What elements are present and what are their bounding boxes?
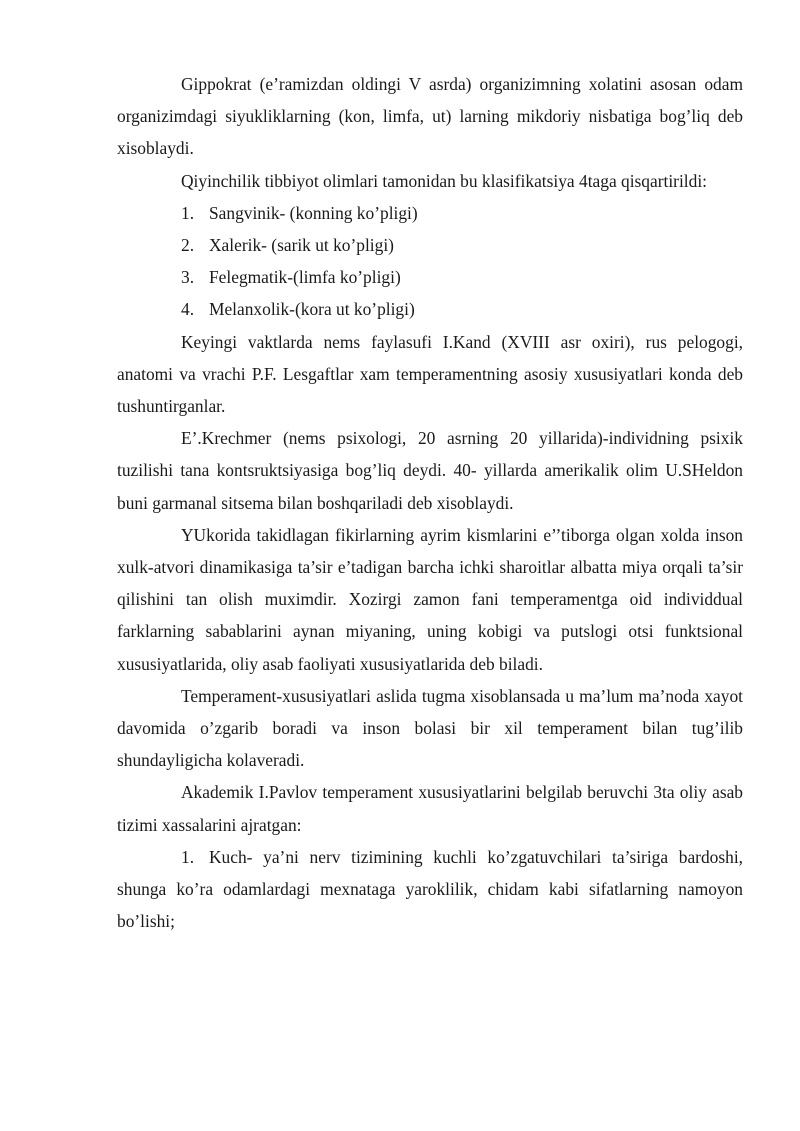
list-number: 2. — [181, 235, 195, 256]
paragraph-pavlov: Akademik I.Pavlov temperament xususiyatlarini belgilab beruvchi 3ta oliy asab tizimi xassalarini ajratgan: — [117, 782, 743, 835]
list-item — [117, 197, 743, 229]
list-number: 1. — [181, 846, 195, 867]
list-number: 1. — [181, 202, 195, 223]
list-number: 3. — [181, 267, 195, 288]
list-item — [117, 293, 743, 325]
temperament-list — [117, 197, 743, 326]
list-text: Melanxolik-(kora ut ko’pligi) — [209, 299, 415, 320]
list-text: Felegmatik-(limfa ko’pligi) — [209, 267, 401, 288]
pavlov-list-item — [117, 841, 743, 938]
paragraph-gippokrat: Gippokrat (e’ramizdan oldingi V asrda) organizimning xolatini asosan odam organizimdagi siyukliklarning (kon, limfa, ut) larning mikdoriy nisbatiga bog’liq deb xisoblaydi. — [117, 74, 743, 159]
list-text: Xalerik- (sarik ut ko’pligi) — [209, 235, 394, 256]
paragraph-kand-lesgaft: Keyingi vaktlarda nems faylasufi I.Kand (XVIII asr oxiri), rus pelogogi, anatomi va vrachi P.F. Lesgaftlar xam temperamentning asosiy xususiyatlari konda deb tushuntirganlar. — [117, 331, 743, 417]
document-page — [117, 68, 743, 937]
paragraph-brain: YUkorida takidlagan fikirlarning ayrim kismlarini e’’tiborga olgan xolda inson xulk-atvori dinamikasiga ta’sir e’tadigan barcha ichki sharoitlar albatta miya orqali ta’sir qilishini tan olish muximdir. Xozirgi zamon fani temperamentga oid individdual farklarning sabablarini aynan miyaning, uning kobigi va putslogi otsi funktsional xususiyatlarida, oliy asab faoliyati xususiyatlarida deb biladi. — [117, 524, 743, 674]
paragraph-classification: Qiyinchilik tibbiyot olimlari tamonidan bu klasifikatsiya 4taga qisqartirildi: — [181, 170, 707, 191]
list-text: Sangvinik- (konning ko’pligi) — [209, 202, 418, 223]
list-item — [117, 261, 743, 293]
paragraph-temperament-change: Temperament-xususiyatlari aslida tugma xisoblansada u ma’lum ma’noda xayot davomida o’zgarib boradi va inson bolasi bir xil temperament bilan tug’ilib shundayligicha kolaveradi. — [117, 685, 743, 771]
list-item — [117, 229, 743, 261]
list-text: Kuch- ya’ni nerv tizimining kuchli ko’zgatuvchilari ta’siriga bardoshi, shunga ko’ra odamlardagi mexnataga yaroklilik, chidam kabi sifatlarning namoyon bo’lishi; — [117, 846, 743, 932]
list-number: 4. — [181, 299, 195, 320]
paragraph-krechmer: E’.Krechmer (nems psixologi, 20 asrning 20 yillarida)-individning psixik tuzilishi tana kontsruktsiyasiga bog’liq deydi. 40- yillarda amerikalik olim U.SHeldon buni garmanal sitsema bilan boshqariladi deb xisoblaydi. — [117, 428, 743, 513]
